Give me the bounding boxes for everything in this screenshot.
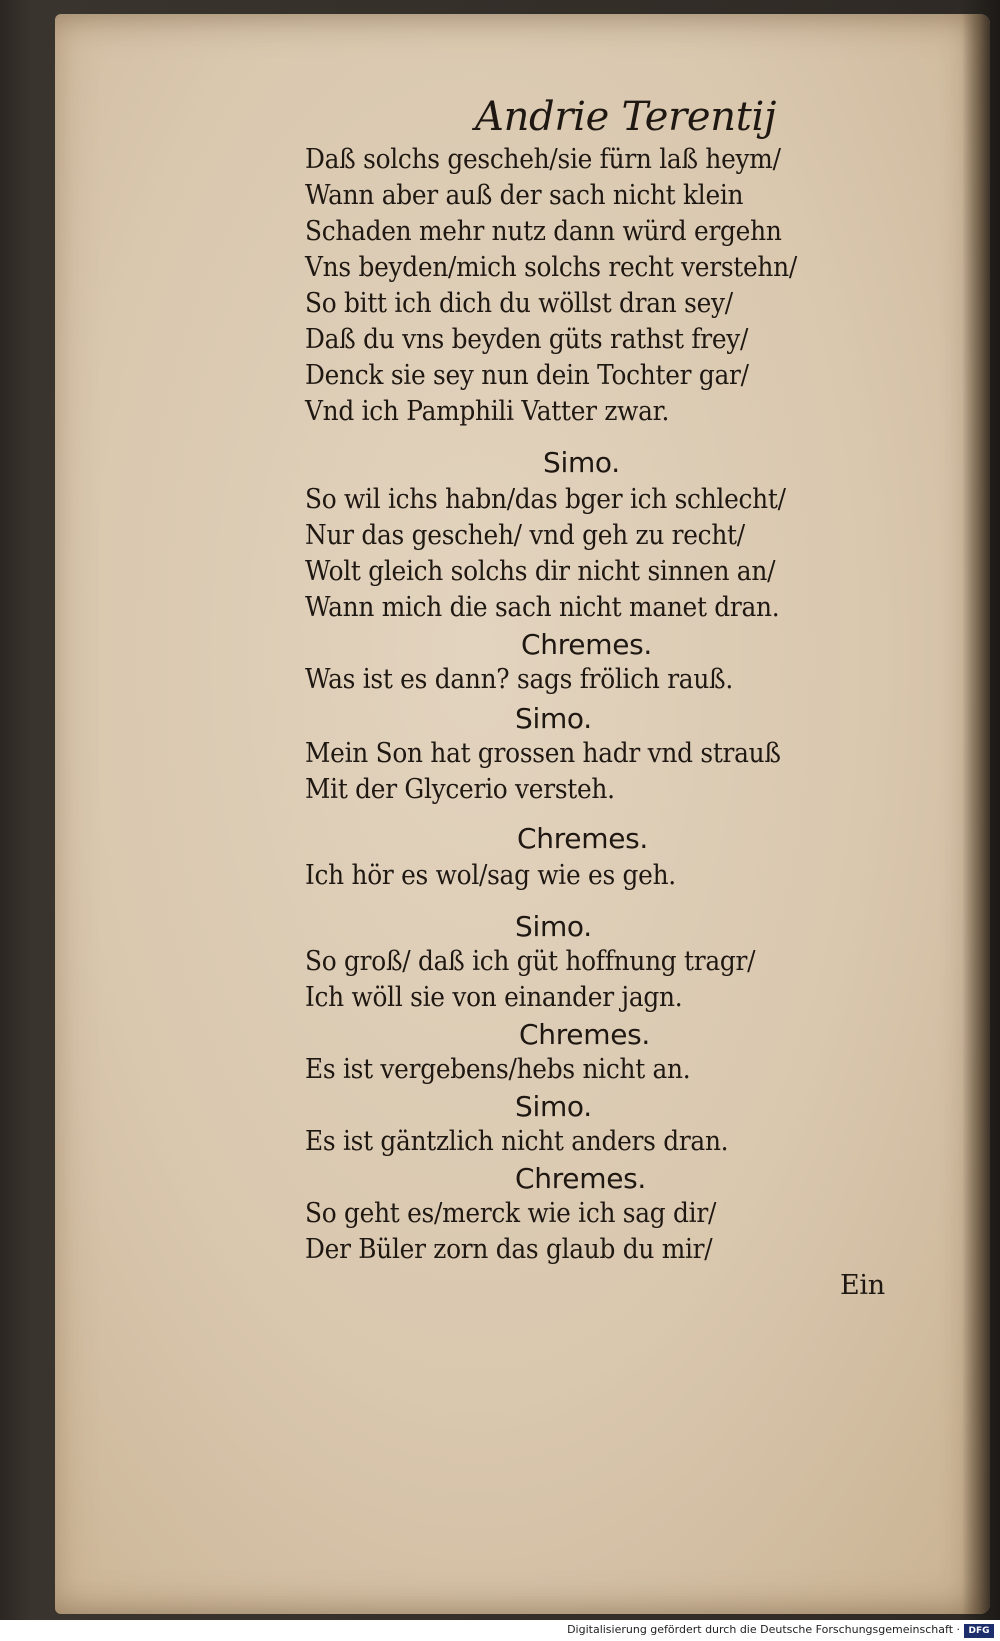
verse-line: Schaden mehr nutz dann würd ergehn bbox=[305, 216, 782, 247]
footer-credit: Digitalisierung gefördert durch die Deutsche Forschungsgemeinschaft · bbox=[567, 1623, 960, 1636]
verse-line: Vns beyden/mich solchs recht verstehn/ bbox=[305, 252, 797, 283]
verse-line: Ich hör es wol/sag wie es geh. bbox=[305, 860, 676, 891]
verse-line: Es ist vergebens/hebs nicht an. bbox=[305, 1054, 691, 1085]
speaker-name: Chremes. bbox=[515, 1162, 647, 1195]
verse-line: So groß/ daß ich güt hoffnung tragr/ bbox=[305, 946, 756, 977]
verse-line: Der Büler zorn das glaub du mir/ bbox=[305, 1234, 713, 1265]
verse-line: Vnd ich Pamphili Vatter zwar. bbox=[305, 396, 670, 427]
page-text-block bbox=[55, 14, 990, 1614]
verse-line: Nur das gescheh/ vnd geh zu recht/ bbox=[305, 520, 745, 551]
dfg-logo: DFG bbox=[964, 1624, 994, 1638]
verse-line: Ich wöll sie von einander jagn. bbox=[305, 982, 683, 1013]
speaker-name: Chremes. bbox=[517, 822, 649, 855]
book-page bbox=[55, 14, 990, 1614]
verse-line: Mein Son hat grossen hadr vnd strauß bbox=[305, 738, 781, 769]
verse-line: Was ist es dann? sags frölich rauß. bbox=[305, 664, 734, 695]
speaker-name: Simo. bbox=[515, 910, 592, 943]
speaker-name: Simo. bbox=[543, 446, 620, 479]
speaker-name: Chremes. bbox=[521, 628, 653, 661]
speaker-name: Chremes. bbox=[519, 1018, 651, 1051]
verse-line: So wil ichs habn/das bger ich schlecht/ bbox=[305, 484, 786, 515]
catchword: Ein bbox=[840, 1270, 885, 1301]
verse-line: Daß du vns beyden güts rathst frey/ bbox=[305, 324, 749, 355]
digitization-footer bbox=[0, 1622, 1000, 1641]
verse-line: So geht es/merck wie ich sag dir/ bbox=[305, 1198, 717, 1229]
verse-line: So bitt ich dich du wöllst dran sey/ bbox=[305, 288, 733, 319]
verse-line: Es ist gäntzlich nicht anders dran. bbox=[305, 1126, 729, 1157]
verse-line: Wolt gleich solchs dir nicht sinnen an/ bbox=[305, 556, 776, 587]
verse-line: Wann aber auß der sach nicht klein bbox=[305, 180, 744, 211]
verse-line: Mit der Glycerio versteh. bbox=[305, 774, 615, 805]
running-head: Andrie Terentij bbox=[475, 94, 777, 140]
speaker-name: Simo. bbox=[515, 1090, 592, 1123]
speaker-name: Simo. bbox=[515, 702, 592, 735]
verse-line: Denck sie sey nun dein Tochter gar/ bbox=[305, 360, 749, 391]
verse-line: Wann mich die sach nicht manet dran. bbox=[305, 592, 780, 623]
verse-line: Daß solchs gescheh/sie fürn laß heym/ bbox=[305, 144, 781, 175]
